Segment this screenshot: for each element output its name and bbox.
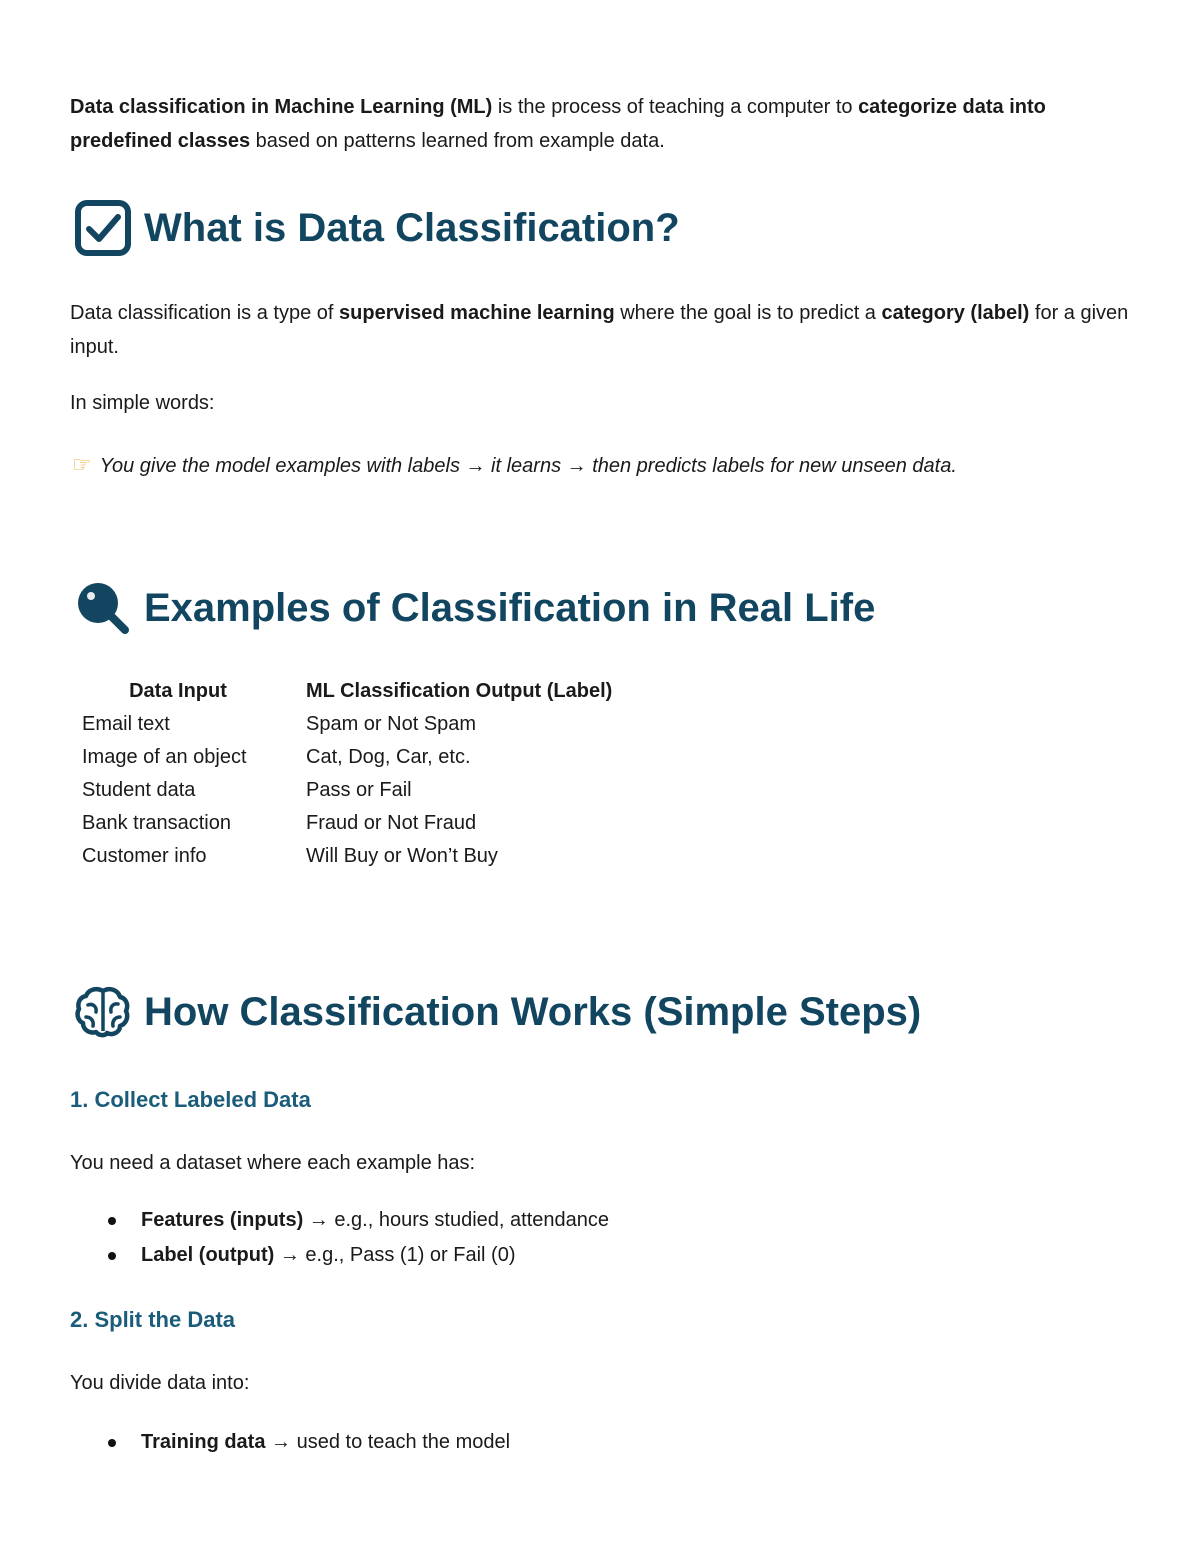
definition-bold-2: category (label) xyxy=(881,302,1030,324)
tip-line xyxy=(72,448,957,483)
section-heading-how-it-works xyxy=(74,982,921,1042)
simple-words-paragraph: In simple words: xyxy=(70,392,215,414)
list-item-bold: Features (inputs) xyxy=(141,1209,304,1231)
table-cell-input: Student data xyxy=(82,779,196,801)
pointing-hand-icon: ☞ xyxy=(72,452,92,477)
step-2-heading: 2. Split the Data xyxy=(70,1307,236,1332)
list-item xyxy=(70,1203,609,1238)
table-cell-output: Fraud or Not Fraud xyxy=(306,812,477,834)
definition-text-1: Data classification is a type of xyxy=(70,302,340,324)
step-1-list xyxy=(70,1203,609,1273)
intro-paragraph xyxy=(70,90,1135,158)
table-header-row xyxy=(76,674,618,708)
definition-text-2: where the goal is to predict a xyxy=(614,302,882,324)
table-header-data-input: Data Input xyxy=(129,679,227,702)
list-item xyxy=(70,1425,510,1460)
table-cell-input: Email text xyxy=(82,713,170,735)
table-row xyxy=(76,741,618,774)
step-2-paragraph: You divide data into: xyxy=(70,1372,250,1394)
section-title-what-is: What is Data Classification? xyxy=(144,205,680,250)
intro-bold-2: categorize data into predefined classes xyxy=(70,96,1046,152)
section-title-examples: Examples of Classification in Real Life xyxy=(144,585,876,630)
table-cell-output: Will Buy or Won’t Buy xyxy=(306,845,498,867)
step-1-heading: 1. Collect Labeled Data xyxy=(70,1087,311,1112)
table-cell-output: Pass or Fail xyxy=(306,779,412,801)
table-row xyxy=(76,807,618,840)
table-row xyxy=(76,774,618,807)
list-item-text: → e.g., hours studied, attendance xyxy=(303,1209,610,1231)
table-cell-output: Cat, Dog, Car, etc. xyxy=(306,746,471,768)
examples-table xyxy=(76,674,618,873)
section-heading-examples xyxy=(74,578,875,638)
list-item-bold: Training data xyxy=(141,1431,266,1453)
table-row xyxy=(76,708,618,741)
table-cell-input: Customer info xyxy=(82,845,207,867)
brain-icon xyxy=(74,983,132,1041)
definition-paragraph xyxy=(70,296,1135,364)
list-item-text: → e.g., Pass (1) or Fail (0) xyxy=(274,1244,516,1266)
list-item-text: → used to teach the model xyxy=(265,1431,511,1453)
check-box-icon xyxy=(74,199,132,257)
table-header-output: ML Classification Output (Label) xyxy=(306,679,613,702)
step-2-list xyxy=(70,1425,510,1460)
table-cell-input: Bank transaction xyxy=(82,812,231,834)
step-1-paragraph: You need a dataset where each example has: xyxy=(70,1152,476,1174)
definition-text-3: for a given input. xyxy=(70,302,1129,358)
section-heading-what-is xyxy=(74,198,680,258)
table-row xyxy=(76,840,618,873)
table-cell-input: Image of an object xyxy=(82,746,247,768)
intro-text-1: is the process of teaching a computer to xyxy=(492,96,859,118)
table-cell-output: Spam or Not Spam xyxy=(306,713,477,735)
intro-bold-1: Data classification in Machine Learning (ML) xyxy=(70,96,493,118)
intro-text-2: based on patterns learned from example data. xyxy=(250,130,665,152)
section-title-how-it-works: How Classification Works (Simple Steps) xyxy=(144,989,922,1034)
list-item-bold: Label (output) xyxy=(141,1244,275,1266)
magnifier-icon xyxy=(74,579,132,637)
tip-text: You give the model examples with labels → it learns → then predicts labels for new unseen data. xyxy=(99,455,957,477)
list-item xyxy=(70,1238,609,1273)
definition-bold-1: supervised machine learning xyxy=(339,302,615,324)
